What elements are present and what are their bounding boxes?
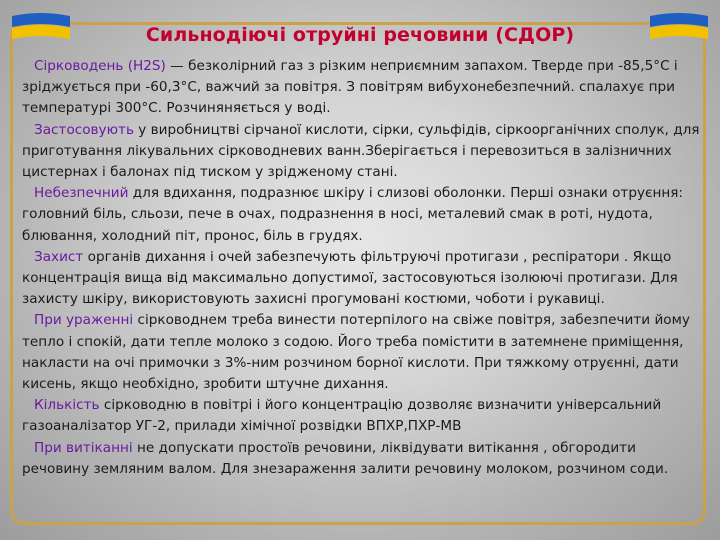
paragraph-leakage [22,438,702,480]
paragraph-text: не допускати простоїв речовини, ліквідувати витікання , обгородити речовину земляним валом. Для знезараження залити речовину молоком, розчином соди. [22,439,669,477]
paragraph-protection [22,247,702,311]
keyword-usage: Застосовують [34,121,134,138]
paragraph-text: — безколірний газ з різким неприємним запахом. Тверде при -85,5°С і зріджується при -60,3°С, важчий за повітря. З повітрям вибухонебезпечний. спалахує при температурі 300°С. Розчиняняється у воді. [22,58,678,117]
paragraph-hydrogen-sulfide [22,56,702,120]
keyword-leakage: При витіканні [34,439,133,456]
paragraph-text: для вдихання, подразнює шкіру і слизові оболонки. Перші ознаки отруєння: головний біль, сльози, пече в очах, подразнення в носі, металевий смак в роті, нудота, блювання, холодний піт, пронос, біль в грудях. [22,185,683,244]
keyword-first-aid: При ураженні [34,312,134,329]
paragraph-danger [22,183,702,247]
page-title: Сильнодіючі отруйні речовини (СДОР) [145,24,575,46]
paragraph-usage [22,120,702,184]
slide-body [22,56,702,480]
paragraph-first-aid [22,310,702,395]
keyword-danger: Небезпечний [34,185,129,202]
paragraph-text: сірководню в повітрі і його концентрацію дозволяє визначити універсальний газоаналізатор УГ-2, прилади хімічної розвідки ВПХР,ПХР-МВ [22,397,662,435]
paragraph-text: у виробництві сірчаної кислоти, сірки, сульфідів, сіркоорганічних сполук, для приготування лікувальних сірководневих ванн.Зберігається і перевозиться в залізничних цистернах і балонах під тиском у зрідженому стані. [22,121,700,181]
paragraph-text: сірководнем треба винести потерпілого на свіже повітря, забезпечити йому тепло і спокій, дати тепле молоко з содою. Його треба помістити в затемнене приміщення, накласти на очі примочки з 3%-ним розчином борної кислоти. При тяжкому отруєнні, дати кисень, якщо необхідно, зробити штучне дихання. [22,312,690,393]
paragraph-text: органів дихання і очей забезпечують фільтруючі протигази , респіратори . Якщо концентрація вища від максимально допустимої, застосовуються ізолюючі протигази. Для захисту шкіру, використовують захисні прогумовані костюми, чоботи і рукавиці. [22,248,678,308]
keyword-hydrogen-sulfide: Сірководень (H2S) [34,58,166,74]
keyword-protection: Захист [34,248,84,265]
keyword-quantity: Кількість [34,397,100,414]
paragraph-quantity [22,395,702,437]
